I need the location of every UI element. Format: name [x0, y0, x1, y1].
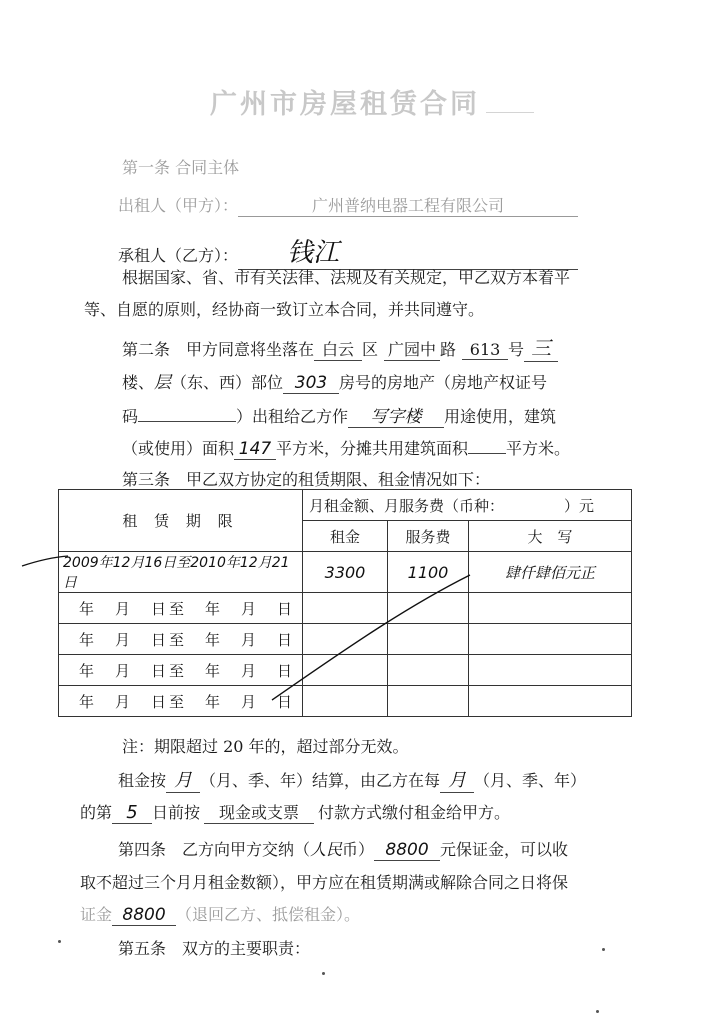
clause2-line2-a: 楼、 [122, 373, 155, 392]
fee-header-end: ）元 [564, 496, 595, 515]
clause2-line4-b: 平方米，分摊共用建筑面积 [276, 439, 469, 458]
lessor-label: 出租人（甲方）： [118, 196, 239, 215]
payment-line1-c: （月、季、年） [474, 771, 587, 790]
clause4-line3-b: （退回乙方、抵偿租金）。 [176, 905, 361, 924]
clause2-line3-a: 码 [122, 407, 139, 426]
area-value: 147 [234, 439, 276, 460]
number-value: 613 [462, 340, 508, 360]
district-value: 白云 [314, 337, 362, 361]
payment-line1-a: 租金按 [118, 771, 167, 790]
preamble-line-1: 根据国家、省、市有关法律、法规及有关规定，甲乙双方本着平 [122, 268, 571, 287]
lessee-signature: 钱江 [287, 238, 340, 268]
clause4-line-3 [80, 902, 360, 926]
row1-date: 2009年12月16日至2010年12月21日 [63, 555, 290, 591]
row1-capital: 肆仟肆佰元正 [504, 563, 595, 582]
clause4-line1-a: 第四条 乙方向甲方交纳（ [118, 840, 311, 859]
fee-header-text: 月租金额、月服务费（币种： [309, 496, 505, 515]
deposit-amount: 8800 [374, 840, 440, 861]
clause5-text: 第五条 双方的主要职责： [118, 939, 311, 958]
clause4-line1-b: 币） [342, 840, 375, 859]
clause2-line3-c: 用途使用，建筑 [444, 407, 557, 426]
clause2-line3-b: ）出租给乙方作 [236, 407, 349, 426]
clause4-line1-c: 元保证金，可以收 [440, 840, 569, 859]
road-value: 广园中 [384, 337, 440, 361]
road-suffix: 路 [440, 340, 457, 359]
payment-method: 现金或支票 [204, 800, 314, 824]
period-header: 租 赁 期 限 [59, 490, 303, 552]
lessor-value: 广州普纳电器工程有限公司 [238, 193, 578, 217]
term-note: 注：期限超过 20 年的，超过部分无效。 [122, 737, 409, 756]
row-date-template: 年 月 日至 年 月 日 [59, 624, 303, 655]
lessee-label: 承租人（乙方）： [118, 246, 239, 265]
row-date-template: 年 月 日至 年 月 日 [59, 655, 303, 686]
rent-col-header: 租金 [303, 521, 388, 552]
service-col-header: 服务费 [388, 521, 469, 552]
scan-speck [58, 940, 61, 943]
title-text: 广州市房屋租赁合同 [210, 89, 480, 120]
scan-speck [322, 972, 325, 975]
floor-value: 三 [524, 332, 558, 362]
use-value: 写字楼 [348, 402, 444, 428]
clause2-line4-a: （或使用）面积 [122, 439, 235, 458]
number-suffix: 号 [508, 340, 525, 359]
payment-line2-b: 日前按 [152, 803, 201, 822]
room-value: 303 [283, 373, 339, 394]
clause4-line-1 [118, 837, 568, 861]
payment-line1-b: （月、季、年）结算，由乙方在每 [200, 771, 441, 790]
scan-speck [602, 948, 605, 951]
row1-rent: 3300 [324, 562, 366, 582]
district-suffix: 区 [362, 340, 379, 359]
each-period: 月 [440, 766, 474, 793]
clause4-line-2: 取不超过三个月月租金数额），甲方应在租赁期满或解除合同之日将保 [80, 873, 569, 892]
clause2-prefix: 第二条 甲方同意将坐落在 [122, 340, 315, 359]
row1-service: 1100 [407, 562, 449, 582]
capital-col-header: 大 写 [469, 521, 632, 552]
deposit-currency: 人民 [310, 840, 343, 859]
preamble-line-2: 等、自愿的原则，经协商一致订立本合同，并共同遵守。 [84, 300, 485, 319]
row-date-template: 年 月 日至 年 月 日 [59, 686, 303, 717]
clause1-heading: 第一条 合同主体 [122, 158, 240, 177]
clause3-text: 第三条 甲乙双方协定的租赁期限、租金情况如下： [122, 470, 491, 489]
clause2-line2-b: （东、西）部位 [171, 373, 284, 392]
clause2-line4-c: 平方米。 [506, 439, 571, 458]
clause2-line2-c: 房号的房地产（房地产权证号 [339, 373, 548, 392]
row-date-template: 年 月 日至 年 月 日 [59, 593, 303, 624]
settle-period: 月 [166, 766, 200, 793]
pay-day: 5 [112, 802, 152, 824]
payment-line2-c: 付款方式缴付租金给甲方。 [318, 803, 511, 822]
layer-value: 层 [154, 373, 172, 393]
deposit-amount-2: 8800 [112, 905, 176, 926]
payment-line-1 [118, 766, 586, 793]
clause4-line3-a: 证金 [80, 905, 113, 924]
scan-speck [596, 1010, 599, 1013]
payment-line2-a: 的第 [80, 803, 113, 822]
payment-line-2 [80, 800, 510, 824]
